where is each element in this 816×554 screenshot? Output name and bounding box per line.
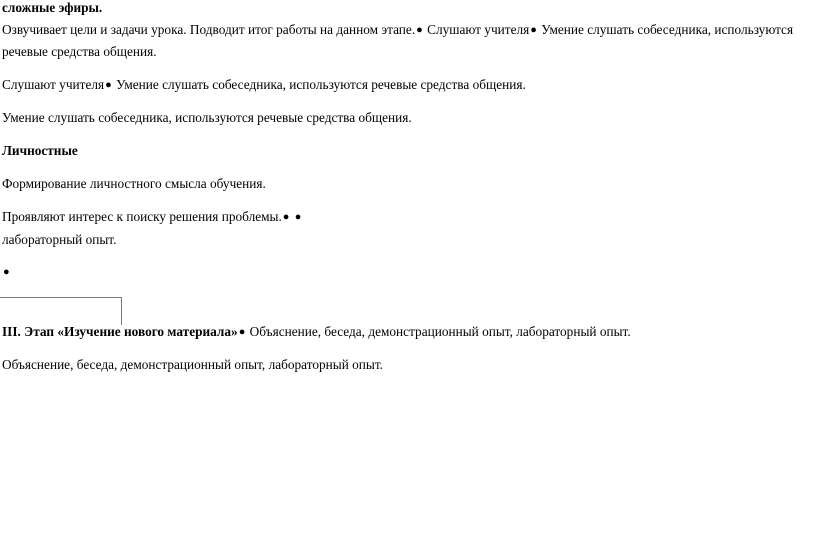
skill-listen-row: Умение слушать собеседника, используются речевые средства общения. bbox=[2, 110, 412, 125]
personal-label: Личностные bbox=[2, 143, 78, 158]
skill-listen-continuation: речевые средства общения. bbox=[2, 44, 157, 59]
teacher-summary-text: Озвучивает цели и задачи урока. Подводит итог работы на данном этапе. bbox=[2, 22, 416, 37]
stage-row bbox=[2, 324, 631, 340]
bullet-icon: ● bbox=[238, 326, 246, 338]
students-listen-row bbox=[2, 77, 526, 93]
stage-methods: Объяснение, беседа, демонстрационный опыт, лабораторный опыт. bbox=[246, 324, 631, 339]
table-cell-border bbox=[0, 297, 122, 325]
personal-meaning-text: Формирование личностного смысла обучения. bbox=[2, 176, 266, 191]
bullet-icon: ● bbox=[3, 266, 10, 278]
lab-experiment-text: лабораторный опыт. bbox=[2, 232, 117, 247]
bullet-icon: ● bbox=[282, 211, 290, 223]
bullet-icon: ● bbox=[530, 24, 537, 36]
students-listen-text: Слушают учителя bbox=[423, 22, 530, 37]
teacher-summary-row bbox=[2, 22, 793, 38]
methods-repeat-text: Объяснение, беседа, демонстрационный опыт, лабораторный опыт. bbox=[2, 357, 383, 372]
bullet-icon: ● bbox=[294, 211, 302, 223]
stage-title: III. Этап «Изучение нового материала» bbox=[2, 324, 238, 339]
skill-listen-text: Умение слушать собеседника, используются bbox=[537, 22, 794, 37]
interest-text: Проявляют интерес к поиску решения проблемы. bbox=[2, 209, 282, 224]
skill-listen-description: Умение слушать собеседника, используются речевые средства общения. bbox=[112, 77, 526, 92]
students-listen-label: Слушают учителя bbox=[2, 77, 105, 92]
bullet-icon: ● bbox=[416, 24, 423, 36]
heading-fragment: сложные эфиры. bbox=[2, 0, 103, 15]
bullet-icon: ● bbox=[105, 79, 112, 91]
interest-row bbox=[2, 209, 302, 225]
lone-bullet bbox=[2, 264, 11, 280]
